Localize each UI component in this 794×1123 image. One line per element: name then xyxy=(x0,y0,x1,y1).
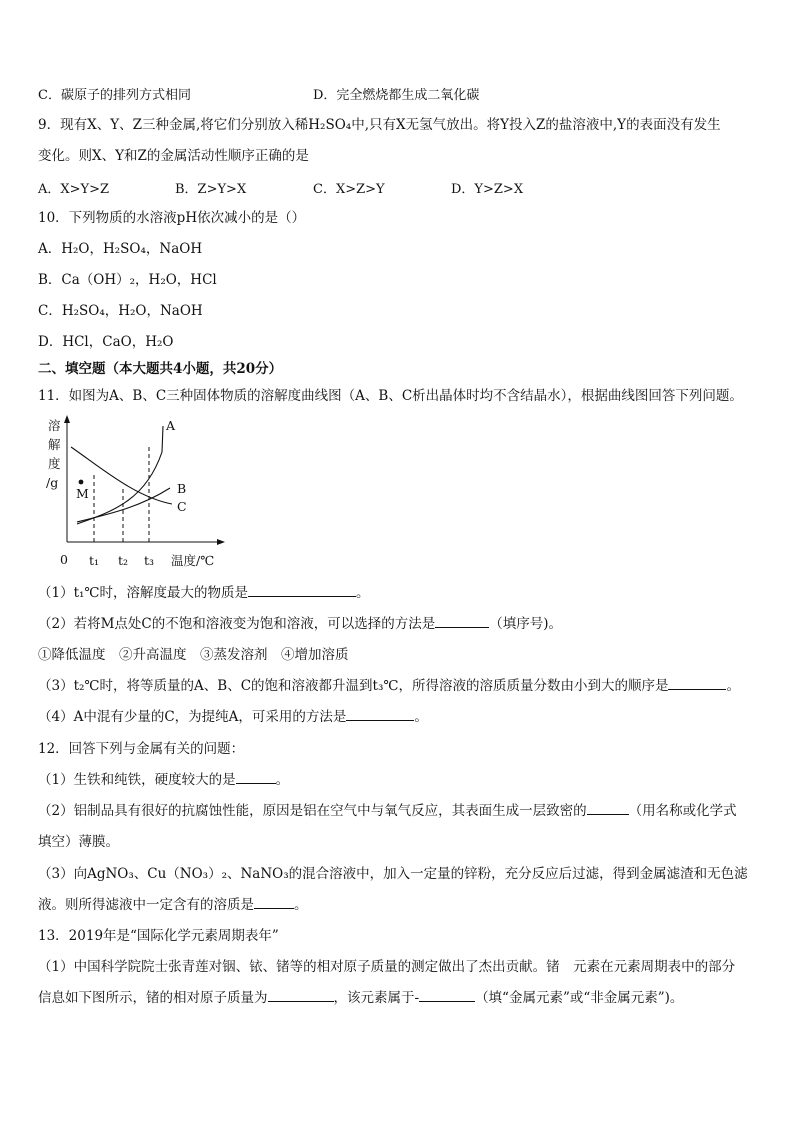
q11-sub2-blank[interactable] xyxy=(435,615,489,628)
q11-stem: 11．如图为A、B、C三种固体物质的溶解度曲线图（A、B、C析出晶体时均不含结晶水），根据曲线图回答下列问题。 xyxy=(38,388,743,404)
chart-tick-t3: t₃ xyxy=(144,553,155,568)
q12-sub1-end: 。 xyxy=(275,772,290,788)
q11-sub4-blank[interactable] xyxy=(346,708,414,721)
q10-option-c: C．H₂SO₄，H₂O，NaOH xyxy=(38,303,203,319)
chart-origin-label: 0 xyxy=(60,552,68,567)
q13-sub1-end: （填“金属元素”或“非金属元素”)。 xyxy=(475,990,684,1006)
q11-sub3-blank[interactable] xyxy=(668,677,726,690)
q13-sub1-blank1[interactable] xyxy=(268,989,334,1002)
q13-sub1-line2 xyxy=(38,989,683,1007)
chart-point-m xyxy=(79,480,84,485)
q13-sub1-mid: ，该元素属于- xyxy=(333,990,420,1006)
chart-ylabel-char-4: /g xyxy=(46,475,59,490)
q11-sub4-text: （4）A中混有少量的C，为提纯A，可采用的方法是 xyxy=(38,709,347,725)
q11-sub3-end: 。 xyxy=(726,678,740,694)
chart-series-c-label: C xyxy=(177,499,187,514)
chart-series-a-label: A xyxy=(166,418,176,433)
q11-sub1-text: （1）t₁℃时，溶解度最大的物质是 xyxy=(38,585,249,601)
q10-option-b: B．Ca（OH）₂，H₂O，HCl xyxy=(38,272,217,288)
chart-y-arrow xyxy=(64,415,70,423)
q11-sub2-end: （填序号)。 xyxy=(489,616,563,632)
chart-tick-t1: t₁ xyxy=(89,553,100,568)
chart-xlabel: 温度/℃ xyxy=(171,553,215,568)
q9-option-a: A．X>Y>Z xyxy=(38,182,110,197)
q12-sub2-blank[interactable] xyxy=(587,802,629,815)
chart-ylabel-char-3: 度 xyxy=(48,456,61,471)
q11-sub3-text: （3）t₂℃时，将等质量的A、B、C的饱和溶液都升温到t₃℃，所得溶液的溶质质量分数由小到大的顺序是 xyxy=(38,678,669,694)
q11-sub1 xyxy=(38,584,370,602)
q12-sub2-end: （用名称或化学式 xyxy=(628,803,737,819)
q10-stem: 10．下列物质的水溶液pH依次减小的是（） xyxy=(38,210,306,226)
q12-sub3-text: 液。则所得滤液中一定含有的溶质是 xyxy=(38,897,254,913)
q12-sub3-end: 。 xyxy=(294,897,308,913)
q11-sub2-options: ①降低温度 ②升高温度 ③蒸发溶剂 ④增加溶质 xyxy=(38,647,349,663)
q11-sub1-blank[interactable] xyxy=(248,584,356,597)
section-heading: 二、填空题（本大题共4小题，共20分） xyxy=(38,361,283,377)
q12-sub3-blank[interactable] xyxy=(254,896,294,909)
q12-sub3-line2 xyxy=(38,896,308,914)
q12-sub1 xyxy=(38,771,289,789)
q12-sub2-line2: 填空）薄膜。 xyxy=(38,834,119,850)
q11-sub4 xyxy=(38,708,428,726)
q11-sub4-end: 。 xyxy=(414,709,428,725)
chart-ylabel-char-2: 解 xyxy=(48,437,61,452)
q8-option-c: C．碳原子的排列方式相同 xyxy=(38,88,191,103)
chart-tick-t2: t₂ xyxy=(118,553,129,568)
q11-sub1-end: 。 xyxy=(356,585,370,601)
chart-x-arrow xyxy=(217,539,225,545)
q12-sub3-line1: （3）向AgNO₃、Cu（NO₃）₂、NaNO₃的混合溶液中，加入一定量的锌粉，充分反应后过滤，得到金属滤渣和无色滤 xyxy=(38,866,748,882)
chart-ylabel-char-1: 溶 xyxy=(48,418,61,433)
q12-sub1-blank[interactable] xyxy=(236,771,276,784)
q13-sub1-text: 信息如下图所示，锗的相对原子质量为 xyxy=(38,990,268,1006)
q12-sub2-line1 xyxy=(38,802,737,820)
solubility-chart xyxy=(40,412,240,572)
q12-stem: 12．回答下列与金属有关的问题： xyxy=(38,741,245,757)
chart-point-m-label: M xyxy=(76,486,89,501)
q9-stem-line2: 变化。则X、Y和Z的金属活动性顺序正确的是 xyxy=(38,148,309,164)
q12-sub2-text: （2）铝制品具有很好的抗腐蚀性能，原因是铝在空气中与氧气反应，其表面生成一层致密的 xyxy=(38,803,587,819)
q9-option-d: D．Y>Z>X xyxy=(451,182,524,197)
q11-sub2 xyxy=(38,615,562,633)
q9-option-c: C．X>Z>Y xyxy=(313,182,385,197)
q12-sub1-text: （1）生铁和纯铁，硬度较大的是 xyxy=(38,772,236,788)
q13-stem: 13．2019年是“国际化学元素周期表年” xyxy=(38,928,279,944)
q10-option-a: A．H₂O，H₂SO₄，NaOH xyxy=(38,241,203,257)
q8-option-d: D．完全燃烧都生成二氧化碳 xyxy=(313,88,480,103)
q9-stem-line1: 9．现有X、Y、Z三种金属,将它们分别放入稀H₂SO₄中,只有X无氢气放出。将Y投入Z的盐溶液中,Y的表面没有发生 xyxy=(38,117,721,133)
q9-option-b: B．Z>Y>X xyxy=(175,182,247,197)
curve-a xyxy=(77,426,163,524)
q11-sub2-text: （2）若将M点处C的不饱和溶液变为饱和溶液，可以选择的方法是 xyxy=(38,616,436,632)
q13-sub1-blank2[interactable] xyxy=(419,989,475,1002)
q13-sub1-line1: （1）中国科学院院士张青莲对铟、铱、锗等的相对原子质量的测定做出了杰出贡献。锗 元素在元素周期表中的部分 xyxy=(38,959,736,975)
q10-option-d: D．HCl，CaO，H₂O xyxy=(38,334,174,350)
chart-series-b-label: B xyxy=(177,481,187,496)
q11-sub3 xyxy=(38,677,740,695)
